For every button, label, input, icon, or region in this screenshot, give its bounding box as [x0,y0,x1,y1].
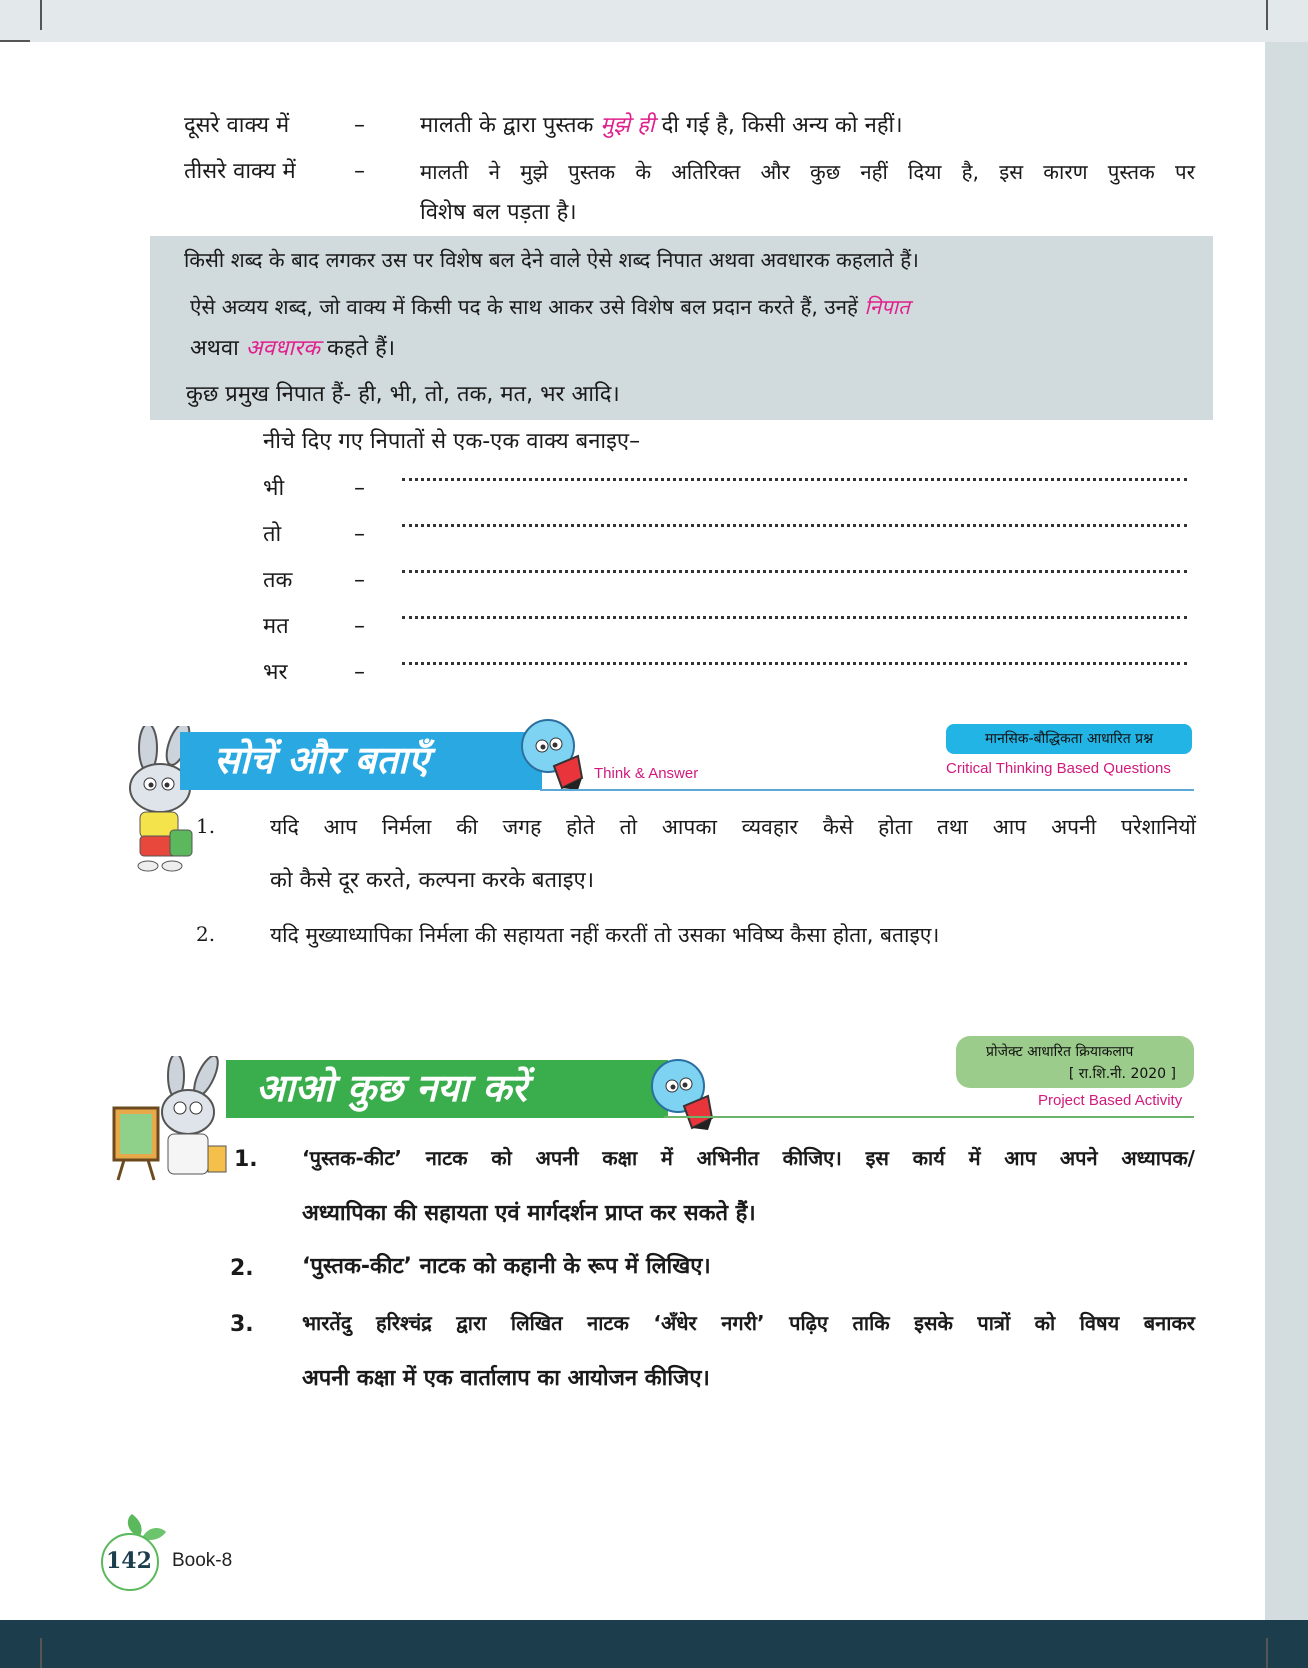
project-tag-line-2: [ रा.शि.नी. 2020 ] [1068,1066,1176,1082]
third-sentence-label: तीसरे वाक्य में [184,159,296,184]
book-label: Book-8 [172,1550,233,1571]
definition-line-3-b: कहते हैं। [326,336,396,361]
project-3-line-2: अपनी कक्षा में एक वार्तालाप का आयोजन कीजिए। [302,1366,710,1391]
definition-line-2-text: ऐसे अव्यय शब्द, जो वाक्य में किसी पद के साथ आकर उसे विशेष बल प्रदान करते हैं, उनहें [190,295,858,319]
third-sentence-text: मालती ने मुझे पुस्तक के अतिरिक्त और कुछ नहीं दिया है, इस कारण पुस्तक पर [420,160,1195,184]
exercise-word: मत [263,614,289,639]
think-tag-english: Critical Thinking Based Questions [946,760,1171,777]
highlight-mujhe-hi: मुझे ही [600,113,655,138]
project-1-line-2: अध्यापिका की सहायता एवं मार्गदर्शन प्राप्त कर सकते हैं। [302,1201,756,1226]
highlight-avdharak: अवधारक [245,336,320,361]
project-number: 1. [234,1147,258,1172]
dash: – [354,614,365,639]
definition-line-2 [190,292,1196,322]
question-number: 2. [196,922,216,946]
exercise-word: तो [263,522,282,547]
second-sentence-label: दूसरे वाक्य में [184,113,290,138]
think-banner-title: सोचें और बताएँ [214,737,429,782]
answer-line[interactable] [402,662,1187,665]
exercise-word: तक [263,568,293,593]
right-band [1265,42,1308,1620]
exercise-word: भर [263,660,288,685]
dash: – [354,159,365,184]
crop-mark [40,1638,42,1668]
project-tag [956,1036,1194,1088]
project-2: ‘पुस्तक-कीट’ नाटक को कहानी के रूप में लिखिए। [302,1254,711,1279]
definition-line-3 [190,334,395,364]
second-sentence-text [420,111,903,141]
answer-line[interactable] [402,616,1187,619]
project-tag-english: Project Based Activity [1038,1092,1183,1109]
page-number: 142 [106,1548,152,1574]
answer-line[interactable] [402,478,1187,481]
question-2: यदि मुख्याध्यापिका निर्मला की सहायता नहीं करतीं तो उसका भविष्य कैसा होता, बताइए। [270,923,940,947]
think-tag: मानसिक-बौद्धिकता आधारित प्रश्न [946,724,1192,754]
project-banner [226,1060,668,1118]
highlight-nipat: निपात [864,295,910,319]
dash: – [354,522,365,547]
top-band [0,0,1308,42]
dash: – [354,113,365,138]
question-1-line-2: को कैसे दूर करते, कल्पना करके बताइए। [270,868,595,893]
project-banner-title: आओ कुछ नया करें [256,1065,527,1110]
exercise-instruction: नीचे दिए गए निपातों से एक-एक वाक्य बनाइए– [263,429,641,454]
second-text-b: दी गई है, किसी अन्य को नहीं। [661,113,903,138]
think-banner [180,732,542,790]
dash: – [354,660,365,685]
answer-line[interactable] [402,524,1187,527]
bottom-band [0,1620,1308,1668]
project-tag-line-1: प्रोजेक्ट आधारित क्रियाकलाप [986,1044,1134,1060]
second-text-a: मालती के द्वारा पुस्तक [420,113,594,138]
crop-mark [40,0,42,30]
definition-line-1: किसी शब्द के बाद लगकर उस पर विशेष बल देने वाले ऐसे शब्द निपात अथवा अवधारक कहलाते हैं। [184,248,919,272]
project-number: 2. [230,1256,254,1281]
project-1-line-1: ‘पुस्तक-कीट’ नाटक को अपनी कक्षा में अभिनीत कीजिए। इस कार्य में आप अपने अध्यापक/ [302,1146,1195,1170]
third-sentence-cont: विशेष बल पड़ता है। [420,200,577,225]
crop-mark [0,40,30,42]
dash: – [354,476,365,501]
project-3-line-1: भारतेंदु हरिश्चंद्र द्वारा लिखित नाटक ‘अँधेर नगरी’ पढ़िए ताकि इसके पात्रों को विषय बनाकर [302,1311,1195,1335]
rabbit-painter-mascot-icon [110,1056,230,1184]
dash: – [354,568,365,593]
pencil-mascot-icon [518,716,586,792]
definition-line-4: कुछ प्रमुख निपात हैं- ही, भी, तो, तक, मत, भर आदि। [186,382,620,407]
project-number: 3. [230,1312,254,1337]
section-underline [540,789,1194,791]
answer-line[interactable] [402,570,1187,573]
crop-mark [1266,1638,1268,1668]
pencil-mascot-icon [648,1056,716,1132]
question-number: 1. [196,814,216,838]
crop-mark [1266,0,1268,30]
question-1-line-1: यदि आप निर्मला की जगह होते तो आपका व्यवहार कैसे होता तथा आप अपनी परेशानियों [270,815,1196,839]
think-english-label: Think & Answer [594,765,699,782]
definition-line-3-a: अथवा [190,336,239,361]
section-underline [664,1116,1194,1118]
exercise-word: भी [263,476,285,501]
